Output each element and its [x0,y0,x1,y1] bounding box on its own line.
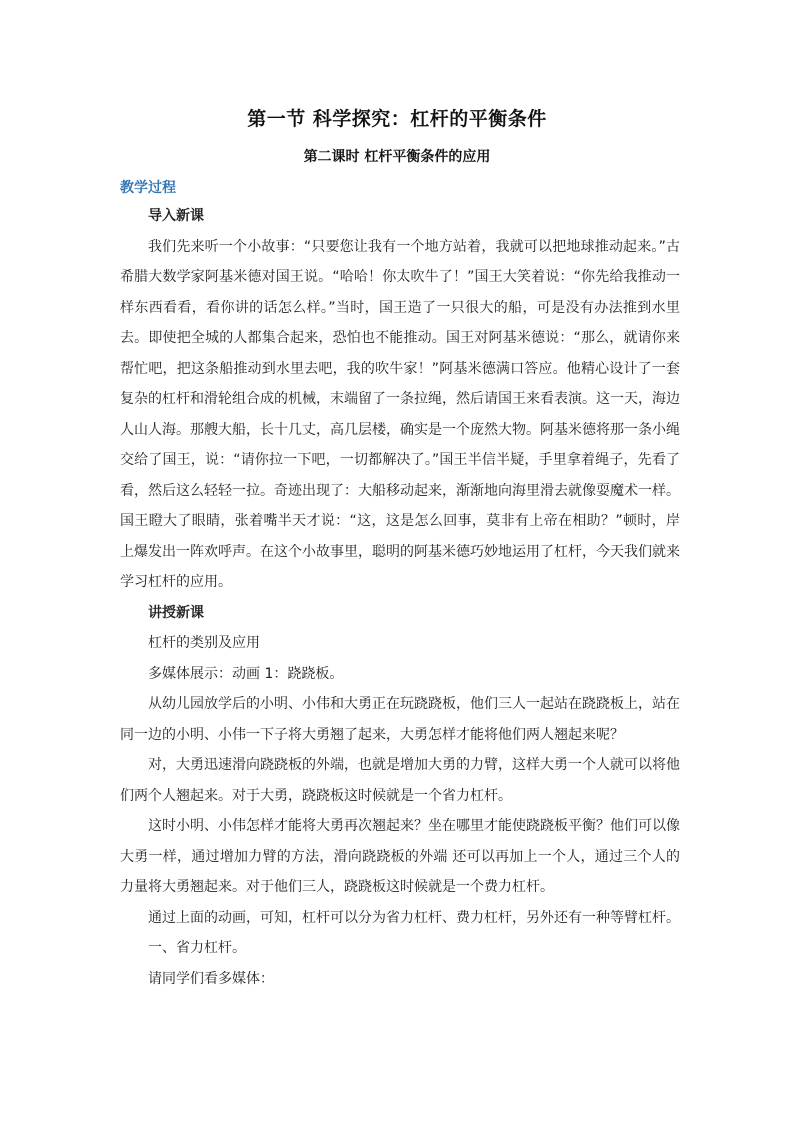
lever-types-label: 杠杆的类别及应用 [148,635,260,651]
media-prompt: 请同学们看多媒体： [148,970,274,987]
paragraph-seesaw-answer: 对，大勇迅速滑向跷跷板的外端，也就是增加大勇的力臂，这样大勇一个人就可以将他们两个人翘起来。对于大勇，跷跷板这时候就是一个省力杠杆。 [120,757,680,804]
document-body [120,201,680,994]
section-heading-teaching-process: 教学过程 [120,180,176,196]
page-subtitle: 第二课时 杠杆平衡条件的应用 [303,149,491,165]
paragraph-summary: 通过上面的动画，可知，杠杆可以分为省力杠杆、费力杠杆，另外还有一种等臂杠杆。 [148,909,680,926]
media-label: 多媒体展示：动画 1：跷跷板。 [148,665,344,682]
page-title: 第一节 科学探究：杠杆的平衡条件 [247,108,547,130]
intro-paragraph: 我们先来听一个小故事：“只要您让我有一个地方站着，我就可以把地球推动起来。”古希腊大数学家阿基米德对国王说。“哈哈！你太吹牛了！”国王大笑着说：“你先给我推动一样东西看看，看你讲的话怎么样。”当时，国王造了一只很大的船，可是没有办法推到水里去。即使把全城的人都集合起来，恐怕也不能推动。国王对阿基米德说：“那么，就请你来帮忙吧，把这条船推动到水里去吧，我的吹牛家！”阿基米德满口答应。他精心设计了一套复杂的杠杆和滑轮组合成的机械，末端留了一条拉绳，然后请国王来看表演。这一天，海边人山人海。那艘大船，长十几丈，高几层楼，确实是一个庞然大物。阿基米德将那一条小绳交给了国王，说：“请你拉一下吧，一切都解决了。”国王半信半疑，手里拿着绳子，先看了看，然后这么轻轻一拉。奇迹出现了：大船移动起来，渐渐地向海里滑去就像耍魔术一样。国王瞪大了眼睛，张着嘴半天才说：“这，这是怎么回事，莫非有上帝在相助？”顿时，岸上爆发出一阵欢呼声。在这个小故事里，聪明的阿基米德巧妙地运用了杠杆，今天我们就来学习杠杆的应用。 [120,238,680,590]
point-one-heading: 一、省力杠杆。 [148,940,246,956]
teach-heading: 讲授新课 [148,604,204,621]
intro-heading: 导入新课 [148,208,204,224]
paragraph-balance: 这时小明、小伟怎样才能将大勇再次翘起来？坐在哪里才能使跷跷板平衡？他们可以像大勇一样，通过增加力臂的方法，滑向跷跷板的外端 还可以再加上一个人，通过三个人的力量将大勇翘起来。对于他们三人，跷跷板这时候就是一个费力杠杆。 [120,818,680,895]
paragraph-seesaw-question: 从幼儿园放学后的小明、小伟和大勇正在玩跷跷板，他们三人一起站在跷跷板上，站在同一边的小明、小伟一下子将大勇翘了起来，大勇怎样才能将他们两人翘起来呢？ [120,696,680,743]
